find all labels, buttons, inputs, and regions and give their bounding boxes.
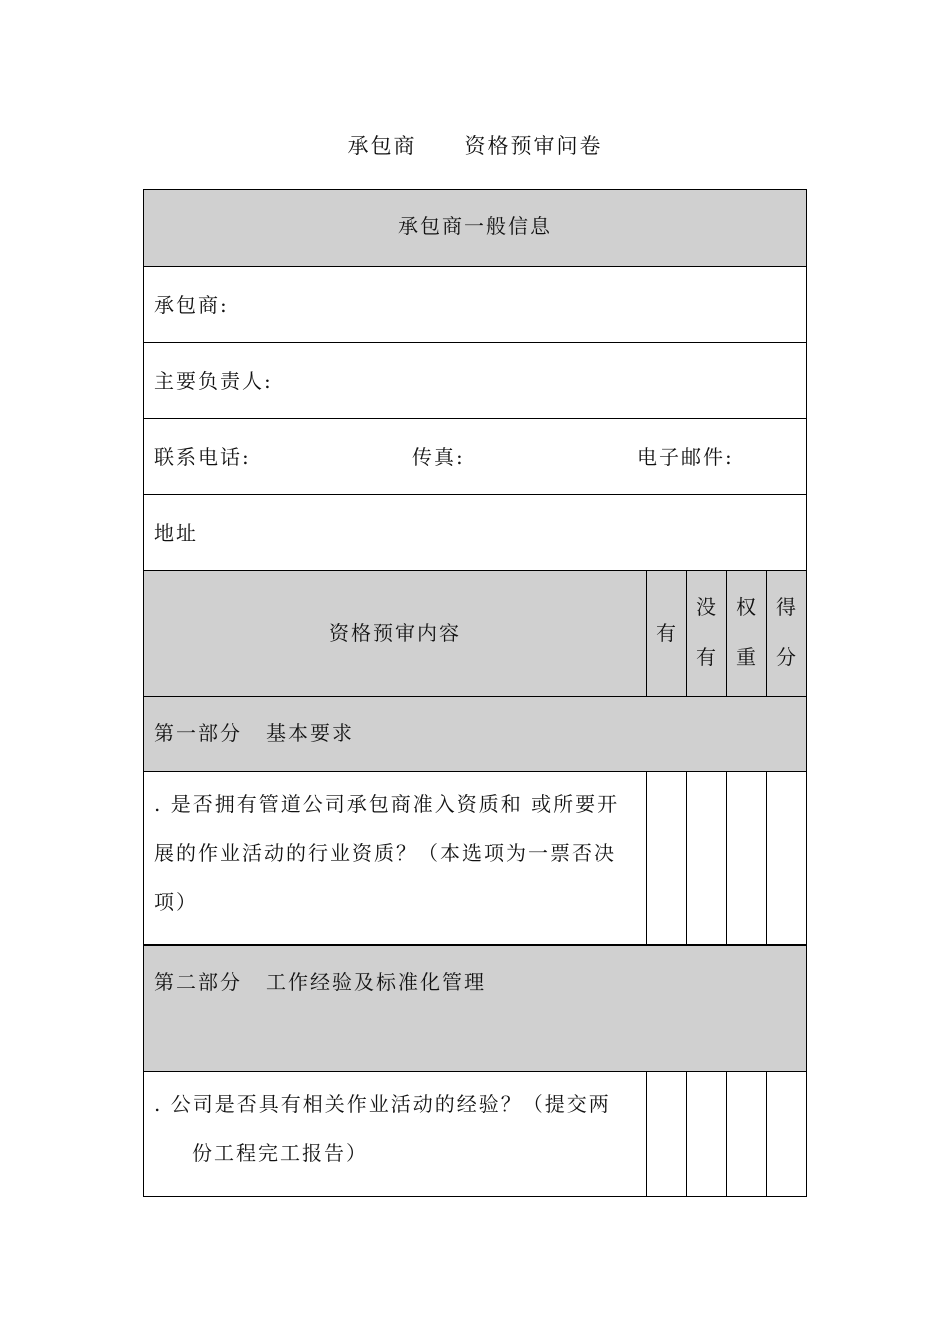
section2-title xyxy=(154,966,486,995)
principal-label: 主要负责人: xyxy=(154,369,273,393)
section1-subtitle: 基本要求 xyxy=(266,721,354,745)
divider xyxy=(686,772,687,944)
section1-question-row xyxy=(144,772,806,946)
document-title xyxy=(0,130,950,160)
col-have: 有 xyxy=(656,621,676,645)
title-part-questionnaire: 资格预审问卷 xyxy=(464,134,603,158)
divider xyxy=(726,772,727,944)
section2-number: 第二部分 xyxy=(154,970,242,994)
divider xyxy=(726,1072,727,1196)
col-not-have-top: 没 xyxy=(696,595,716,619)
section2-q1-line2: 份工程完工报告） xyxy=(192,1141,368,1165)
prequal-header-row xyxy=(144,571,806,697)
section1-q1-line2: 展的作业活动的行业资质？（本选项为一票否决 xyxy=(154,841,616,865)
section2-title-row xyxy=(144,946,806,1072)
principal-row[interactable] xyxy=(144,343,806,419)
general-info-header: 承包商一般信息 xyxy=(398,214,552,238)
divider xyxy=(686,571,687,696)
divider xyxy=(766,772,767,944)
divider xyxy=(766,571,767,696)
title-part-contractor: 承包商 xyxy=(347,134,417,158)
col-score-top: 得 xyxy=(776,595,796,619)
fax-label: 传真: xyxy=(412,445,465,469)
contact-row[interactable] xyxy=(144,419,806,495)
section2-question-row xyxy=(144,1072,806,1196)
divider xyxy=(646,1072,647,1196)
divider xyxy=(766,1072,767,1196)
section1-number: 第一部分 xyxy=(154,721,242,745)
phone-label: 联系电话: xyxy=(154,445,251,469)
divider xyxy=(726,571,727,696)
col-weight-top: 权 xyxy=(736,595,756,619)
section2-subtitle: 工作经验及标准化管理 xyxy=(266,970,486,994)
divider xyxy=(646,772,647,944)
section1-title xyxy=(154,717,354,746)
section1-q1-line3: 项） xyxy=(154,890,198,914)
contractor-label: 承包商: xyxy=(154,293,229,317)
general-info-header-row xyxy=(144,190,806,267)
divider xyxy=(686,1072,687,1196)
col-weight-bottom: 重 xyxy=(736,645,756,669)
address-row[interactable] xyxy=(144,495,806,571)
col-not-have-bottom: 有 xyxy=(696,645,716,669)
col-score-bottom: 分 xyxy=(776,645,796,669)
email-label: 电子邮件: xyxy=(637,445,734,469)
prequalification-table xyxy=(143,189,807,1197)
contractor-row[interactable] xyxy=(144,267,806,343)
section1-title-row xyxy=(144,697,806,772)
prequal-header: 资格预审内容 xyxy=(329,621,461,645)
section2-q1-line1: . 公司是否具有相关作业活动的经验？（提交两 xyxy=(154,1092,611,1116)
address-label: 地址 xyxy=(154,521,198,545)
section1-q1-line1: . 是否拥有管道公司承包商准入资质和 或所要开 xyxy=(154,792,620,816)
